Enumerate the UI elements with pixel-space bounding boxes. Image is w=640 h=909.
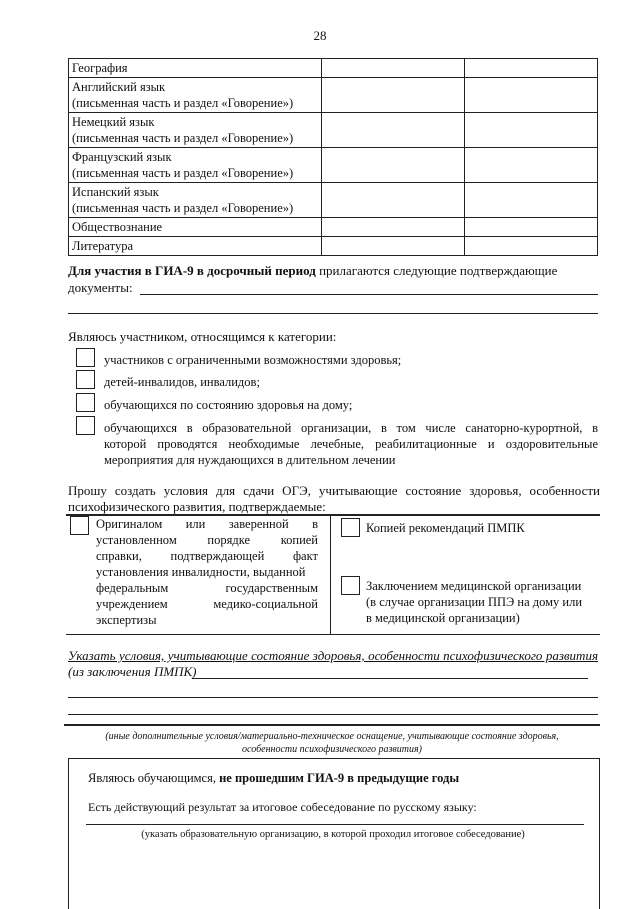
subject-name: Обществознание <box>72 220 163 234</box>
category-option-home: обучающихся по состоянию здоровья на дому; <box>104 398 353 412</box>
documents-line-2[interactable] <box>68 313 598 314</box>
word: установления инвалидности, выданной <box>96 565 306 579</box>
conditions-bottom-border <box>66 634 600 635</box>
early-period-bold: Для участия в ГИА-9 в досрочный период <box>68 263 316 278</box>
mse-certificate-checkbox[interactable] <box>70 516 89 535</box>
category-option-disabled: детей-инвалидов, инвалидов; <box>104 375 260 389</box>
subject-choice-cell[interactable] <box>322 148 465 183</box>
word: Оригиналом <box>96 517 163 531</box>
subject-cell <box>69 59 322 78</box>
specify-line-1[interactable] <box>192 678 588 679</box>
word: или <box>185 517 206 531</box>
conditions-text-line2: психофизического развития, подтверждаемые: <box>68 499 326 514</box>
word: порядке <box>207 533 251 547</box>
word: установленном <box>96 533 177 547</box>
mse-certificate-line <box>96 532 318 548</box>
subject-choice-cell[interactable] <box>465 148 598 183</box>
word: федеральным <box>96 581 169 595</box>
subject-cell <box>69 78 322 113</box>
subject-name: Испанский язык <box>72 185 159 199</box>
mse-certificate-line <box>96 564 318 580</box>
medical-conclusion-checkbox[interactable] <box>341 576 360 595</box>
table-row <box>69 78 598 113</box>
subject-choice-cell[interactable] <box>465 183 598 218</box>
specify-line-3[interactable] <box>68 714 598 715</box>
word: учреждением <box>96 597 168 611</box>
category-title: Являюсь участником, относящимся к категории: <box>68 329 337 344</box>
mse-certificate-line <box>96 596 318 612</box>
subject-cell <box>69 237 322 256</box>
conditions-divider <box>330 514 331 634</box>
subject-name: Английский язык <box>72 80 166 94</box>
mse-certificate-text <box>96 516 318 628</box>
medical-conclusion-line: Заключением медицинской организации <box>366 579 582 593</box>
specify-conditions-line1: Указать условия, учитывающие состояние здоровья, особенности психофизического развития <box>68 648 598 663</box>
previous-years-bold: не прошедшим ГИА-9 в предыдущие годы <box>219 771 460 785</box>
early-period-text <box>68 262 600 279</box>
specify-line-4[interactable] <box>64 724 600 726</box>
table-row <box>69 113 598 148</box>
category-checkbox-disabled[interactable] <box>76 370 95 389</box>
specify-line-2[interactable] <box>68 697 598 698</box>
mse-certificate-line <box>96 548 318 564</box>
early-period-rest: прилагаются следующие подтверждающие <box>315 263 558 278</box>
subject-choice-cell[interactable] <box>322 218 465 237</box>
table-row <box>69 218 598 237</box>
category-checkbox-home[interactable] <box>76 393 95 412</box>
subject-name: Французский язык <box>72 150 172 164</box>
word: справки, <box>96 549 142 563</box>
word: копией <box>280 533 318 547</box>
specify-conditions-line2: (из заключения ПМПК) <box>68 664 197 679</box>
subject-cell <box>69 148 322 183</box>
category-option-sanatorium-line1: обучающихся в образовательной организации, в том числе санаторно-курортной, в <box>104 421 598 435</box>
subject-choice-cell[interactable] <box>465 218 598 237</box>
mse-certificate-line <box>96 580 318 596</box>
subject-choice-cell[interactable] <box>465 59 598 78</box>
subject-note: (письменная часть и раздел «Говорение») <box>72 201 294 215</box>
word: в <box>312 517 318 531</box>
category-checkbox-sanatorium[interactable] <box>76 416 95 435</box>
subject-choice-cell[interactable] <box>322 78 465 113</box>
subject-choice-cell[interactable] <box>465 113 598 148</box>
word: медико-социальной <box>213 597 318 611</box>
previous-years-statement <box>88 771 459 786</box>
word: подтверждающей <box>170 549 265 563</box>
conditions-text-line1: Прошу создать условия для сдачи ОГЭ, учитывающие состояние здоровья, особенности <box>68 483 600 498</box>
subject-note: (письменная часть и раздел «Говорение») <box>72 166 294 180</box>
subject-cell <box>69 113 322 148</box>
medical-conclusion-line: в медицинской организации) <box>366 611 520 625</box>
category-option-sanatorium-line2: которой проводятся необходимые лечебные, реабилитационные и оздоровительные <box>104 437 598 451</box>
subject-choice-cell[interactable] <box>465 237 598 256</box>
subject-choice-cell[interactable] <box>322 113 465 148</box>
table-row <box>69 183 598 218</box>
subject-choice-cell[interactable] <box>322 59 465 78</box>
word: факт <box>292 549 318 563</box>
table-row <box>69 148 598 183</box>
table-row <box>69 59 598 78</box>
subject-note: (письменная часть и раздел «Говорение») <box>72 131 294 145</box>
documents-line-1[interactable] <box>140 294 598 295</box>
mse-certificate-line <box>96 516 318 532</box>
word: заверенной <box>228 517 289 531</box>
category-checkbox-disabilities[interactable] <box>76 348 95 367</box>
table-row <box>69 237 598 256</box>
pmpk-copy-text: Копией рекомендаций ПМПК <box>366 521 525 535</box>
subject-cell <box>69 183 322 218</box>
page-number: 28 <box>313 28 327 43</box>
documents-label: документы: <box>68 280 133 295</box>
previous-years-normal: Являюсь обучающимся, <box>88 771 220 785</box>
subject-choice-cell[interactable] <box>322 183 465 218</box>
medical-conclusion-text <box>366 578 598 626</box>
word: экспертизы <box>96 613 157 627</box>
medical-conclusion-line: (в случае организации ППЭ на дому или <box>366 595 583 609</box>
mse-certificate-line <box>96 612 318 628</box>
pmpk-copy-checkbox[interactable] <box>341 518 360 537</box>
note-line: (иные дополнительные условия/материально-техническое оснащение, учитывающие состояние здоровья, <box>105 731 559 742</box>
subject-name: География <box>72 61 128 75</box>
subject-note: (письменная часть и раздел «Говорение») <box>72 96 294 110</box>
category-option-disabilities: участников с ограниченными возможностями здоровья; <box>104 353 402 367</box>
subject-name: Немецкий язык <box>72 115 155 129</box>
note-line: особенности психофизического развития) <box>242 744 422 755</box>
subject-name: Литература <box>72 239 133 253</box>
additional-conditions-note <box>64 730 600 756</box>
subjects-table <box>68 58 598 256</box>
subject-cell <box>69 218 322 237</box>
subject-choice-cell[interactable] <box>465 78 598 113</box>
interview-result-text: Есть действующий результат за итоговое собеседование по русскому языку: <box>88 800 477 814</box>
word: государственным <box>225 581 318 595</box>
subject-choice-cell[interactable] <box>322 237 465 256</box>
interview-org-line[interactable] <box>86 824 584 825</box>
category-option-sanatorium-line3: мероприятия для нуждающихся в длительном лечении <box>104 453 396 467</box>
interview-org-note: (указать образовательную организацию, в которой проходил итоговое собеседование) <box>141 829 525 840</box>
